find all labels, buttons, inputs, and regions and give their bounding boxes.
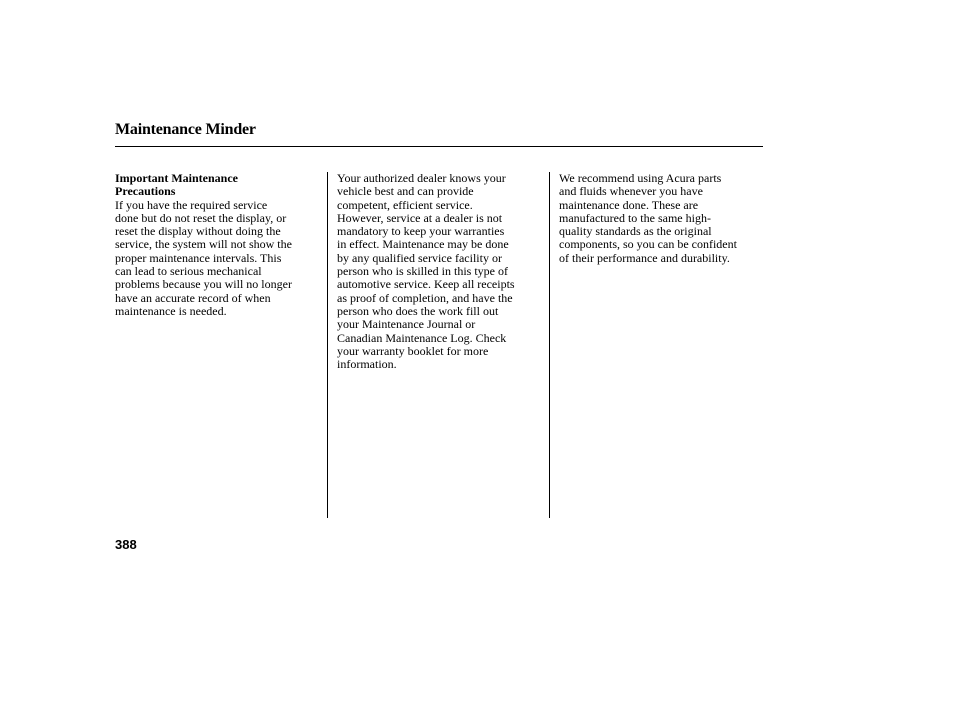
body-line: mandatory to keep your warranties — [337, 224, 505, 239]
body-line: of their performance and durability. — [559, 250, 730, 265]
body-line: vehicle best and can provide — [337, 184, 474, 199]
page-number: 388 — [115, 537, 137, 552]
body-line: maintenance done. These are — [559, 197, 699, 212]
body-line: person who is skilled in this type of — [337, 264, 508, 279]
body-line: Your authorized dealer knows your — [337, 171, 506, 185]
body-line: proper maintenance intervals. This — [115, 250, 282, 265]
body-line: have an accurate record of when — [115, 290, 271, 305]
body-line: competent, efficient service. — [337, 197, 473, 212]
column-divider — [549, 172, 550, 518]
body-line: can lead to serious mechanical — [115, 264, 262, 279]
body-line: reset the display without doing the — [115, 224, 281, 239]
body-line: your Maintenance Journal or — [337, 317, 476, 332]
body-line: as proof of completion, and have the — [337, 290, 513, 305]
body-line: quality standards as the original — [559, 224, 712, 239]
column-2 — [337, 172, 542, 371]
column-1-heading — [115, 172, 320, 199]
body-line: your warranty booklet for more — [337, 343, 489, 358]
body-line: problems because you will no longer — [115, 277, 292, 292]
body-line: components, so you can be confident — [559, 237, 737, 252]
section-title: Maintenance Minder — [115, 121, 256, 138]
heading-line: Precautions — [115, 184, 176, 199]
body-line: If you have the required service — [115, 197, 268, 212]
body-line: Canadian Maintenance Log. Check — [337, 330, 507, 345]
column-3 — [559, 172, 764, 265]
column-1 — [115, 172, 320, 318]
body-line: However, service at a dealer is not — [337, 210, 503, 225]
body-line: by any qualified service facility or — [337, 250, 502, 265]
heading-line: Important Maintenance — [115, 171, 238, 185]
body-line: information. — [337, 357, 397, 372]
body-line: manufactured to the same high- — [559, 210, 711, 225]
body-line: in effect. Maintenance may be done — [337, 237, 509, 252]
body-line: service, the system will not show the — [115, 237, 292, 252]
body-line: person who does the work fill out — [337, 303, 499, 318]
title-rule — [115, 146, 763, 147]
body-line: done but do not reset the display, or — [115, 210, 287, 225]
body-line: maintenance is needed. — [115, 303, 227, 318]
body-line: automotive service. Keep all receipts — [337, 277, 515, 292]
body-line: and fluids whenever you have — [559, 184, 703, 199]
body-line: We recommend using Acura parts — [559, 171, 722, 185]
column-divider — [327, 172, 328, 518]
